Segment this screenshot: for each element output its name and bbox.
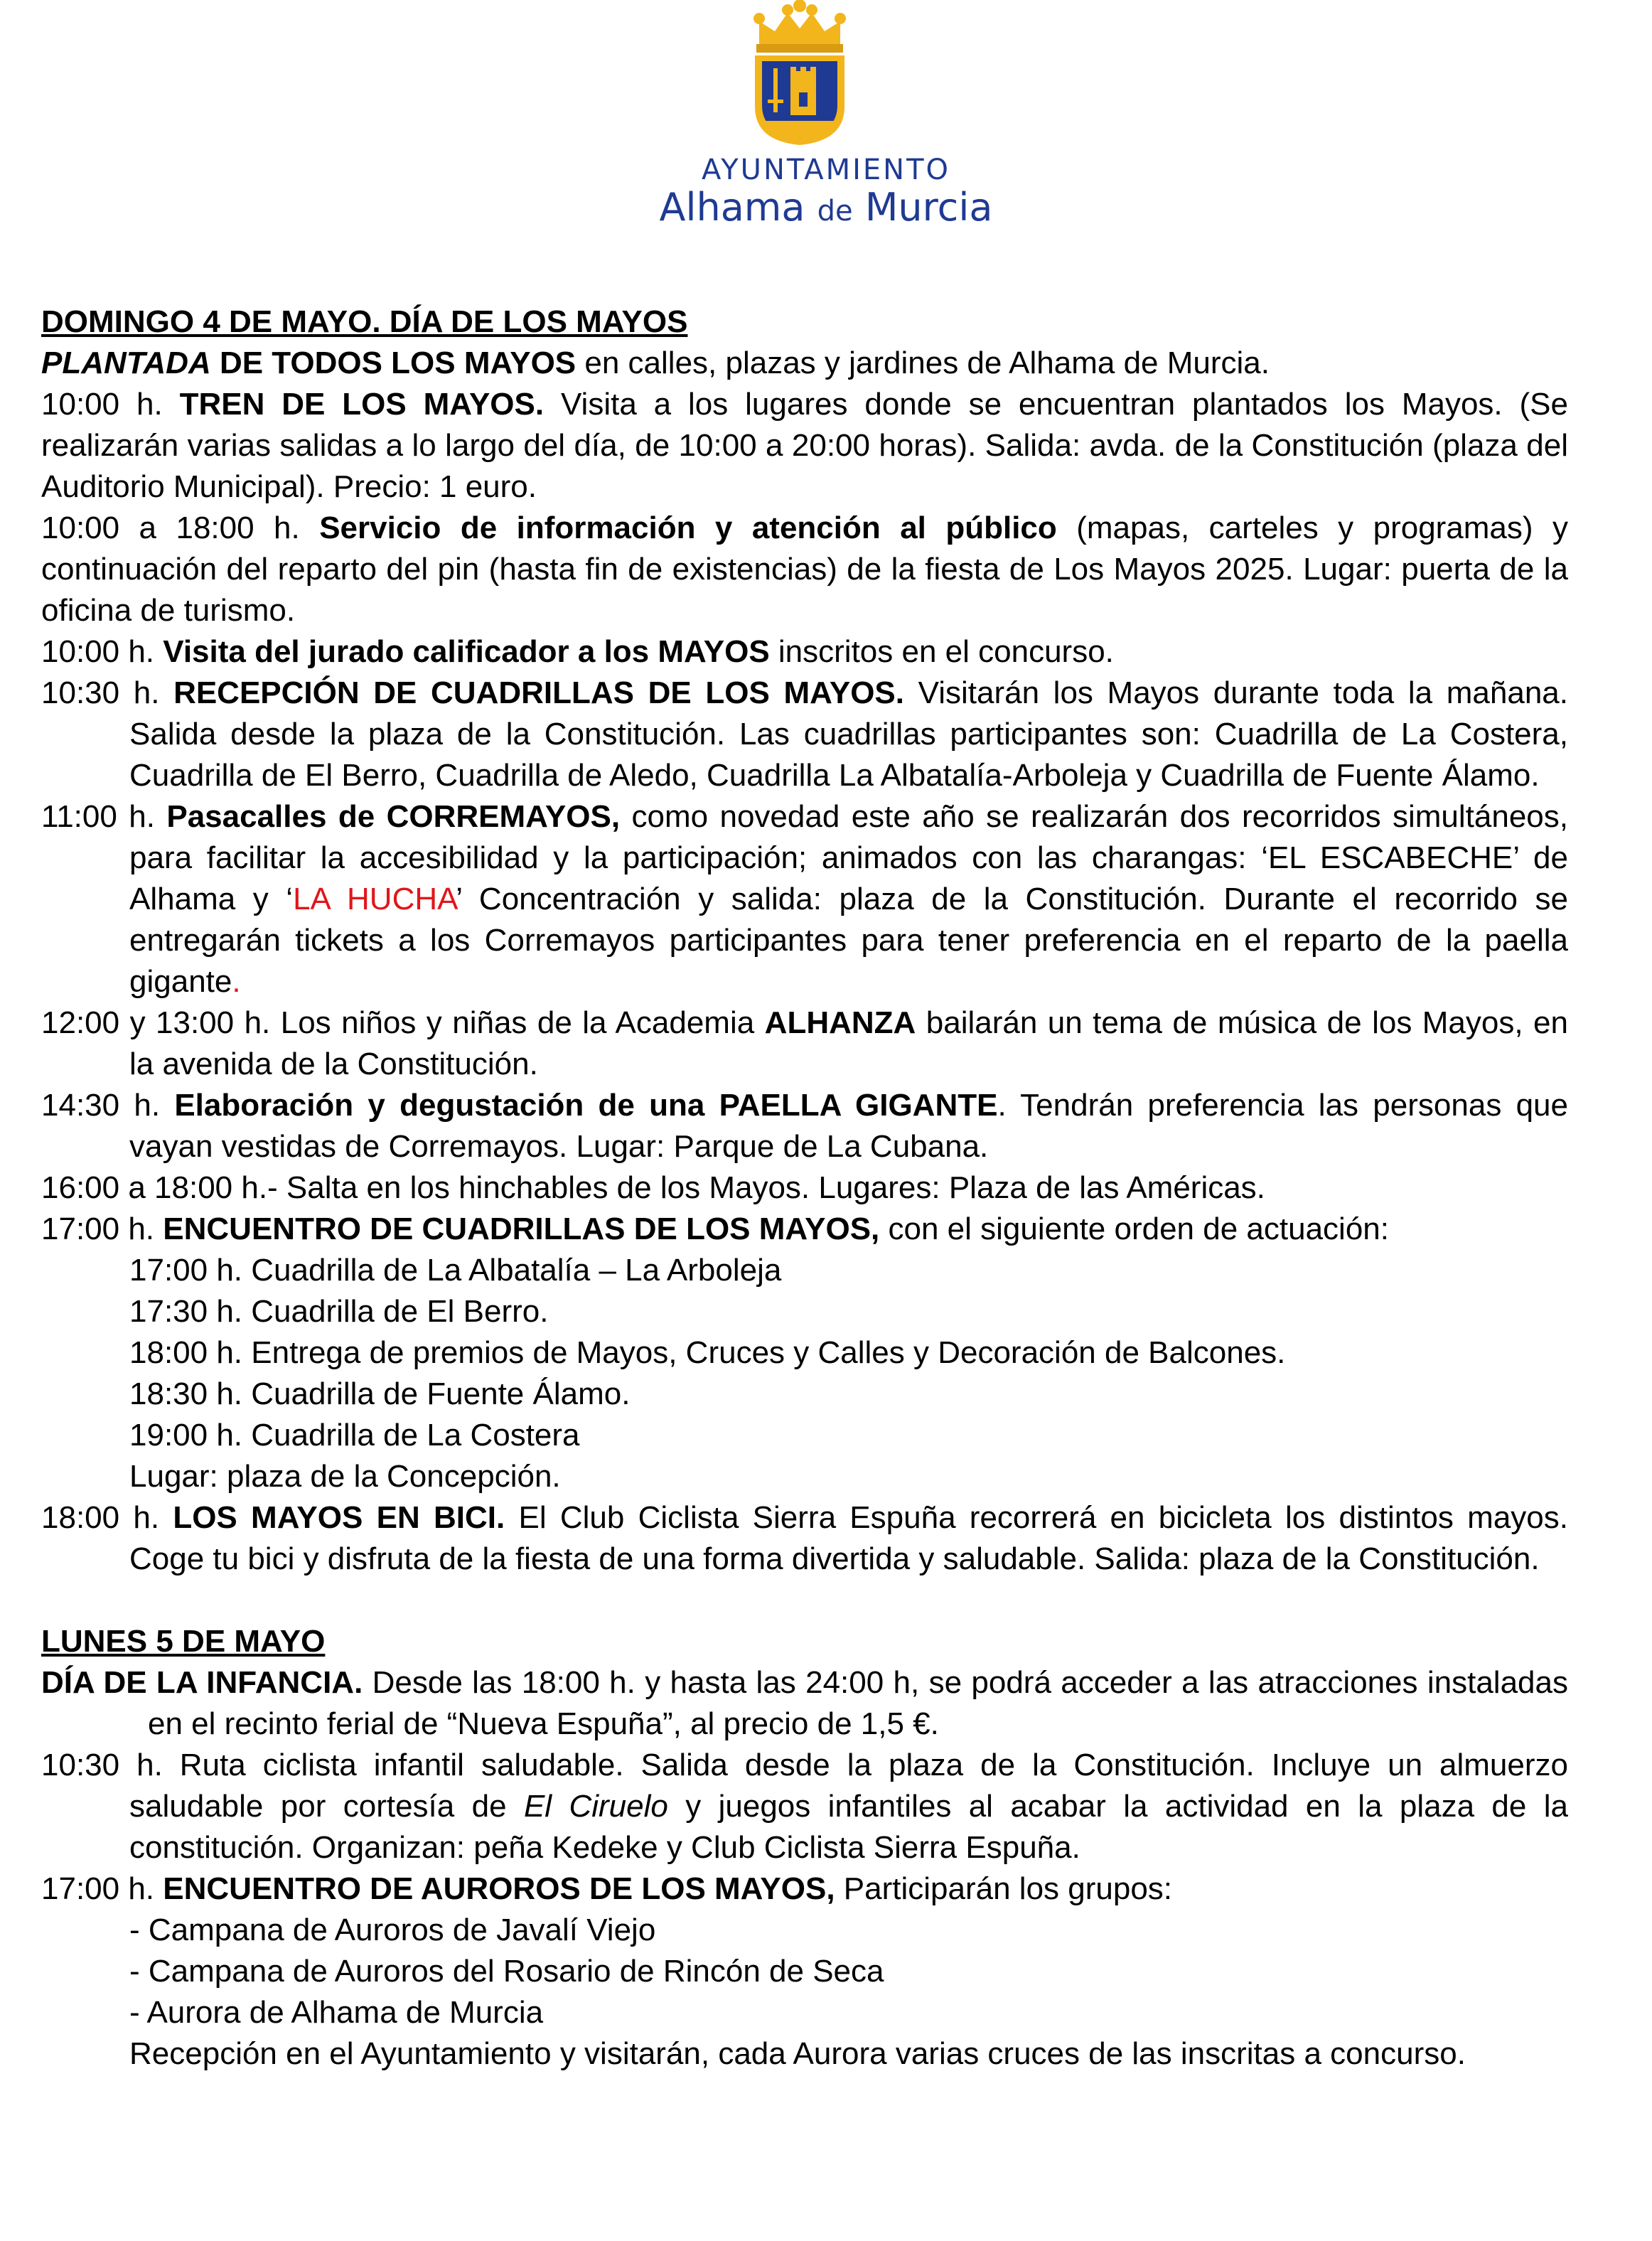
group-item: - Aurora de Alhama de Murcia — [129, 1995, 544, 2030]
bici-bold: LOS MAYOS EN BICI. — [173, 1500, 505, 1535]
group-item: - Campana de Auroros del Rosario de Rincón de Seca — [129, 1954, 884, 1989]
ruta-part1: 10:30 h. Ruta ciclista infantil saludable. Salida desde la plaza de la Constitución. Incluye un almuerzo saludable por cortesía de — [41, 1748, 1568, 1824]
schedule-item: 18:30 h. Cuadrilla de Fuente Álamo. — [129, 1376, 631, 1411]
ruta-italic: El Ciruelo — [523, 1789, 668, 1824]
section-gap — [41, 1580, 1568, 1621]
org-name-de: de — [817, 195, 853, 228]
org-name — [0, 185, 1652, 230]
info-rest: (mapas, carteles y programas) y continuación del reparto del pin (hasta fin de existencias) de la fiesta de Los Mayos 2025. Lugar: puerta de la oficina de turismo. — [41, 510, 1569, 628]
alhanza-rest: bailarán un tema de música de los Mayos, en la avenida de la Constitución. — [129, 1005, 1568, 1081]
recepcion-rest: Visitarán los Mayos durante toda la mañana. Salida desde la plaza de la Constitución. Las cuadrillas participantes son: Cuadrilla de La Costera, Cuadrilla de El Berro, Cuadrilla de Aledo, Cuadrilla La Albatalía-Arboleja y Cuadrilla de Fuente Álamo. — [129, 675, 1568, 793]
auroros-rest: Participarán los grupos: — [835, 1871, 1173, 1906]
coat-of-arms-icon — [746, 0, 853, 146]
encuentro-lugar: Lugar: plaza de la Concepción. — [129, 1459, 561, 1494]
paella-rest: . Tendrán preferencia las personas que vayan vestidas de Corremayos. Lugar: Parque de La Cubana. — [129, 1088, 1568, 1164]
auroros-final: Recepción en el Ayuntamiento y visitarán, cada Aurora varias cruces de las inscritas a concurso. — [129, 2036, 1466, 2071]
schedule-item: 18:00 h. Entrega de premios de Mayos, Cruces y Calles y Decoración de Balcones. — [129, 1335, 1286, 1370]
tren-rest: Visita a los lugares donde se encuentran plantados los Mayos. (Se realizarán varias salidas a lo largo del día, de 10:00 a 20:00 horas). Salida: avda. de la Constitución (plaza del Auditorio Municipal). Precio: 1 euro. — [41, 387, 1568, 504]
auroros-bold: ENCUENTRO DE AUROROS DE LOS MAYOS, — [163, 1871, 835, 1906]
encuentro-rest: con el siguiente orden de actuación: — [879, 1212, 1389, 1246]
alhanza-paragraph — [41, 1002, 1568, 1085]
paella-bold: Elaboración y degustación de una PAELLA GIGANTE — [174, 1088, 998, 1123]
plantada-italic: PLANTADA — [41, 346, 211, 380]
org-top-text: AYUNTAMIENTO — [701, 154, 950, 186]
infancia-paragraph — [41, 1662, 1568, 1745]
ruta-part2: y juegos infantiles al acabar la actividad en la plaza de la constitución. Organizan: peña Kedeke y Club Ciclista Sierra Espuña. — [129, 1789, 1568, 1865]
pasacalles-bold: Pasacalles de CORREMAYOS, — [166, 799, 621, 834]
encuentro-paragraph — [41, 1209, 1568, 1250]
group-item: - Campana de Auroros de Javalí Viejo — [129, 1913, 656, 1947]
ruta-paragraph — [41, 1745, 1568, 1868]
tren-bold: TREN DE LOS MAYOS. — [179, 387, 545, 422]
plantada-rest: en calles, plazas y jardines de Alhama de Murcia. — [576, 346, 1270, 380]
org-name-part2: Murcia — [864, 185, 993, 230]
infancia-bold: DÍA DE LA INFANCIA. — [41, 1665, 363, 1700]
pasacalles-rest1: como novedad este año se realizarán dos recorridos simultáneos, para facilitar la accesibilidad y la participación; animados con las charangas: ‘EL ESCABECHE’ de Alhama y ‘ — [129, 799, 1568, 916]
recepcion-paragraph — [41, 673, 1568, 796]
recepcion-bold: RECEPCIÓN DE CUADRILLAS DE LOS MAYOS. — [173, 675, 905, 710]
hinchables-paragraph: 16:00 a 18:00 h.- Salta en los hinchables de los Mayos. Lugares: Plaza de las Américas. — [41, 1170, 1265, 1205]
schedule-item: 17:00 h. Cuadrilla de La Albatalía – La Arboleja — [129, 1253, 782, 1288]
infancia-rest: Desde las 18:00 h. y hasta las 24:00 h, se podrá acceder a las atracciones instaladas en el recinto ferial de “Nueva Espuña”, al precio de 1,5 €. — [148, 1665, 1568, 1741]
info-paragraph — [41, 508, 1568, 631]
jurado-bold: Visita del jurado calificador a los MAYOS — [163, 634, 770, 669]
bici-time: 18:00 h. — [41, 1500, 173, 1535]
jurado-paragraph — [41, 631, 1568, 673]
header-logo — [0, 0, 1652, 235]
org-name-part1: Alhama — [659, 185, 805, 230]
recepcion-time: 10:30 h. — [41, 675, 174, 710]
auroros-time: 17:00 h. — [41, 1871, 163, 1906]
tren-paragraph — [41, 384, 1568, 508]
plantada-paragraph — [41, 343, 1568, 384]
pasacalles-red: LA HUCHA — [293, 882, 456, 916]
bici-rest: El Club Ciclista Sierra Espuña recorrerá en bicicleta los distintos mayos. Coge tu bici y disfruta de la fiesta de una forma divertida y saludable. Salida: plaza de la Constitución. — [129, 1500, 1568, 1576]
alhanza-bold: ALHANZA — [764, 1005, 916, 1040]
paella-time: 14:30 h. — [41, 1088, 175, 1123]
encuentro-time: 17:00 h. — [41, 1212, 163, 1246]
sunday-heading: DOMINGO 4 DE MAYO. DÍA DE LOS MAYOS — [41, 304, 688, 339]
jurado-time: 10:00 h. — [41, 634, 163, 669]
info-time: 10:00 a 18:00 h. — [41, 510, 320, 545]
plantada-bold: DE TODOS LOS MAYOS — [210, 346, 576, 380]
monday-heading: LUNES 5 DE MAYO — [41, 1624, 326, 1659]
pasacalles-red-dot: . — [232, 964, 241, 999]
bici-paragraph — [41, 1497, 1568, 1580]
schedule-item: 19:00 h. Cuadrilla de La Costera — [129, 1418, 580, 1453]
pasacalles-paragraph — [41, 796, 1568, 1002]
pasacalles-rest2: ’ Concentración y salida: plaza de la Constitución. Durante el recorrido se entregarán tickets a los Corremayos participantes para tener preferencia en el reparto de la paella gigante — [129, 882, 1568, 999]
paella-paragraph — [41, 1085, 1568, 1167]
tren-time: 10:00 h. — [41, 387, 180, 422]
alhanza-time: 12:00 y 13:00 h. Los niños y niñas de la Academia — [41, 1005, 765, 1040]
auroros-paragraph — [41, 1868, 1568, 1910]
program-content — [41, 301, 1568, 2075]
encuentro-bold: ENCUENTRO DE CUADRILLAS DE LOS MAYOS, — [163, 1212, 880, 1246]
info-bold: Servicio de información y atención al público — [319, 510, 1057, 545]
pasacalles-time: 11:00 h. — [41, 799, 167, 834]
schedule-item: 17:30 h. Cuadrilla de El Berro. — [129, 1294, 549, 1329]
jurado-rest: inscritos en el concurso. — [769, 634, 1114, 669]
